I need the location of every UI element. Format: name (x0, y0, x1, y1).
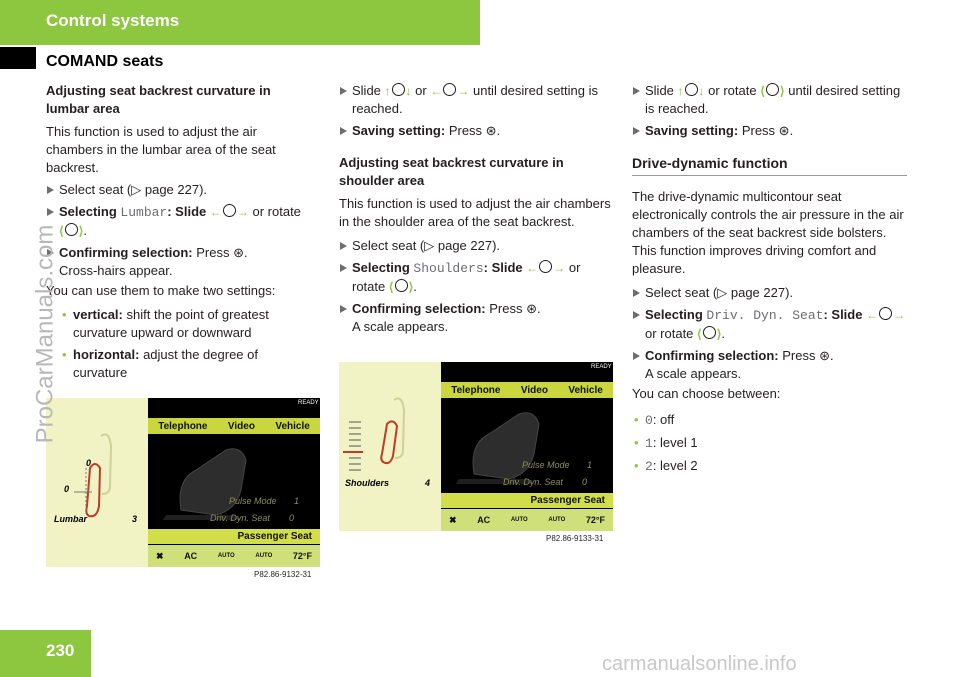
ac-label: AC (477, 515, 491, 525)
lumbar-heading: Adjusting seat backrest curvature in lumbar area (46, 83, 271, 116)
step-confirm-shoulders: Confirming selection: Press ⊛. A scale appears. (339, 300, 614, 336)
lumbar-label: Lumbar (54, 514, 88, 524)
press-icon: ⊛ (819, 348, 831, 363)
auto-label-2: AUTO (548, 517, 566, 523)
bullet-vertical: • vertical: shift the point of greatest curvature upward or downward (60, 306, 306, 342)
horizontal-marker: 0 (64, 484, 70, 494)
option-0: • 0: off (632, 411, 907, 430)
ready-indicator: READY (591, 364, 612, 370)
column-2 (339, 82, 614, 340)
slide-vertical-icon: ↑ ↓ (384, 84, 412, 98)
settings-intro: You can use them to make two settings: (46, 283, 276, 298)
side-watermark: ProCarManuals.com (31, 224, 59, 444)
comand-screen-lumbar (46, 398, 320, 567)
drivdyn-label: Driv. Dyn. Seat (210, 513, 270, 523)
shoulder-intro: This function is used to adjust the air chambers in the shoulder area of the seat backrest. (339, 196, 611, 229)
top-menu (148, 418, 320, 434)
step-select-seat-3: Select seat (▷ page 227). (632, 284, 907, 302)
column-1 (46, 82, 306, 386)
rotate-icon: ⟨ ⟩ (59, 224, 84, 238)
press-icon: ⊛ (526, 301, 538, 316)
figure-ref-1: P82.86-9132-31 (254, 570, 312, 579)
option-2: • 2: level 2 (632, 457, 907, 476)
passenger-seat-bar[interactable]: Passenger Seat (148, 529, 320, 544)
slide-vertical-icon: ↑ ↓ (677, 84, 705, 98)
footer-watermark: carmanualsonline.info (602, 653, 797, 675)
press-icon: ⊛ (485, 123, 497, 138)
ready-indicator: READY (298, 400, 319, 406)
seat-adjust-panel (46, 398, 148, 567)
step-slide-adjust: Slide ↑ ↓ or ← → until desired setting is reached. (339, 82, 614, 118)
step-selecting-shoulders: Selecting Shoulders: Slide ← → or rotate ⟨ ⟩. (339, 259, 614, 296)
step-selecting-lumbar: Selecting Lumbar: Slide ← → or rotate ⟨ ⟩. (46, 203, 306, 240)
slide-horizontal-icon: ← → (209, 205, 249, 219)
lumbar-intro: This function is used to adjust the air chambers in the lumbar area of the seat backrest. (46, 124, 276, 175)
section-marker (0, 47, 36, 69)
page-number: 230 (46, 641, 75, 660)
seat-outline-icon (46, 398, 148, 567)
step-save-shoulders: Saving setting: Press ⊛. (632, 122, 907, 140)
comand-screen-shoulders (339, 362, 613, 531)
seat-image (454, 404, 544, 484)
top-menu (441, 382, 613, 398)
seat-image (161, 440, 251, 520)
pulse-mode-label: Pulse Mode (522, 460, 570, 470)
passenger-seat-bar[interactable]: Passenger Seat (441, 493, 613, 508)
chapter-title: Control systems (46, 11, 180, 30)
shoulders-label: Shoulders (345, 478, 390, 488)
rotate-icon: ⟨ ⟩ (697, 327, 722, 341)
press-icon: ⊛ (778, 123, 790, 138)
section-title: COMAND seats (46, 53, 164, 70)
drivdyn-label: Driv. Dyn. Seat (503, 477, 563, 487)
pulse-mode-label: Pulse Mode (229, 496, 277, 506)
step-slide-rotate: Slide ↑ ↓ or rotate ⟨ ⟩ until desired setting is reached. (632, 82, 907, 118)
rotate-icon: ⟨ ⟩ (388, 280, 414, 294)
climate-bar (441, 509, 613, 531)
fan-icon: ✖ (449, 514, 457, 525)
auto-label-2: AUTO (255, 553, 273, 559)
slide-horizontal-icon: ← → (430, 84, 470, 98)
slide-horizontal-icon: ← → (526, 261, 566, 275)
menu-vehicle[interactable]: Vehicle (275, 420, 310, 432)
fan-icon: ✖ (156, 550, 164, 561)
pulse-mode-value: 1 (294, 496, 300, 506)
menu-video[interactable]: Video (227, 420, 255, 432)
temperature: 72°F (585, 515, 605, 525)
temperature: 72°F (292, 551, 312, 561)
step-save-lumbar: Saving setting: Press ⊛. (339, 122, 614, 140)
step-select-seat-2: Select seat (▷ page 227). (339, 237, 614, 255)
slide-horizontal-icon: ← → (866, 308, 906, 322)
drive-dynamic-heading: Drive-dynamic function (632, 154, 907, 176)
option-1: • 1: level 1 (632, 434, 907, 453)
lumbar-value: 3 (132, 514, 138, 524)
climate-bar (148, 545, 320, 567)
shoulders-value: 4 (425, 478, 431, 488)
drivdyn-value: 0 (582, 477, 588, 487)
bullet-horizontal: • horizontal: adjust the degree of curvature (60, 346, 306, 382)
step-selecting-drivdyn: Selecting Driv. Dyn. Seat: Slide ← → or rotate ⟨ ⟩. (632, 306, 907, 343)
menu-video[interactable]: Video (520, 384, 548, 396)
column-3 (632, 82, 907, 480)
seat-outline-icon (339, 362, 441, 531)
vertical-marker: 0 (86, 458, 92, 468)
press-icon: ⊛ (233, 245, 245, 260)
auto-label-1: AUTO (217, 553, 235, 559)
menu-telephone[interactable]: Telephone (158, 420, 208, 432)
menu-telephone[interactable]: Telephone (451, 384, 501, 396)
rotate-icon: ⟨ ⟩ (760, 84, 785, 98)
auto-label-1: AUTO (510, 517, 528, 523)
choose-intro: You can choose between: (632, 386, 781, 401)
drive-dynamic-intro: The drive-dynamic multicontour seat electronically controls the air pressure in the air chambers of the seat backrest side bolsters. This function improves driving comfort and pleasure. (632, 189, 904, 276)
menu-vehicle[interactable]: Vehicle (568, 384, 603, 396)
step-select-seat: Select seat (▷ page 227). (46, 181, 306, 199)
seat-adjust-panel (339, 362, 441, 531)
figure-ref-2: P82.86-9133-31 (546, 534, 604, 543)
step-confirm-drivdyn: Confirming selection: Press ⊛. A scale appears. (632, 347, 907, 383)
shoulder-heading: Adjusting seat backrest curvature in shoulder area (339, 155, 564, 188)
step-confirm-lumbar: Confirming selection: Press ⊛. Cross-hairs appear. (46, 244, 306, 280)
ac-label: AC (184, 551, 198, 561)
pulse-mode-value: 1 (587, 460, 593, 470)
drivdyn-value: 0 (289, 513, 295, 523)
